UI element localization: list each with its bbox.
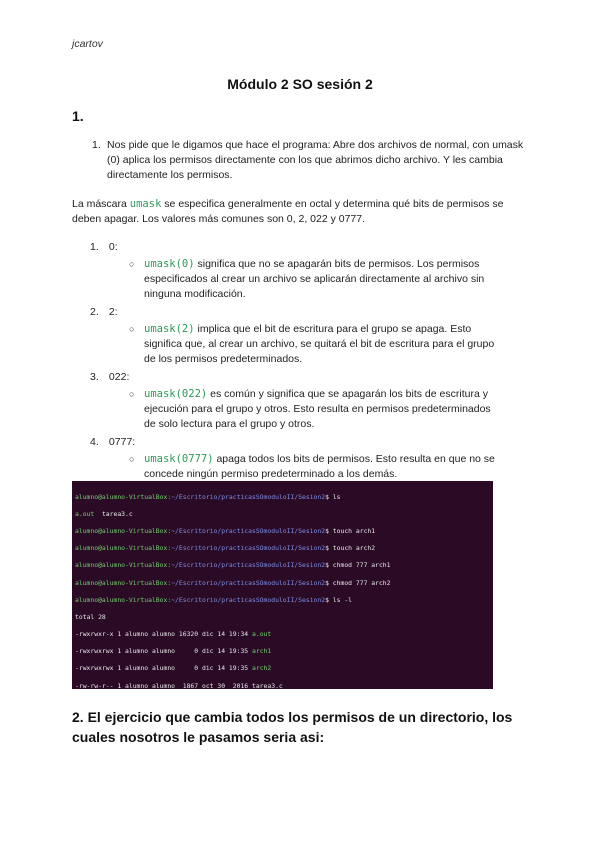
terminal-line: [75, 579, 490, 588]
terminal-file: a.out: [75, 509, 95, 518]
terminal-output: -rwxrwxrwx 1 alumno alumno 0 dic 14 19:35: [75, 664, 252, 673]
terminal-command: $ chmod 777 arch1: [325, 561, 391, 570]
umask-paragraph: [72, 197, 532, 227]
terminal-command: $ touch arch2: [325, 544, 376, 553]
terminal-line: [75, 596, 490, 605]
terminal-path: ~/Escritorio/practicasSOmoduloII/Sesion2: [171, 526, 326, 535]
circle-bullet-icon: ○: [129, 389, 135, 399]
page-title: Módulo 2 SO sesión 2: [227, 76, 373, 92]
terminal-line: [75, 630, 490, 639]
sub-code: umask(2): [144, 323, 195, 335]
item-number: 1.: [92, 139, 101, 151]
circle-bullet-icon: ○: [129, 454, 135, 464]
sub-bullet: [129, 257, 500, 302]
terminal-line: [75, 664, 490, 673]
terminal-prompt: alumno@alumno-VirtualBox:: [75, 561, 172, 570]
circle-bullet-icon: ○: [129, 259, 135, 269]
para-post: se especifica generalmente en octal y determina qué bits de permisos se deben apagar. Los valores más comunes son 0, 2, 022 y 0777.: [72, 198, 504, 225]
sub-code: umask(0): [144, 258, 195, 270]
terminal-prompt: alumno@alumno-VirtualBox:: [75, 492, 172, 501]
terminal-output: -rw-rw-r-- 1 alumno alumno 1867 oct 30 2016 tarea3.c: [75, 681, 283, 689]
list-item-number: 3.: [90, 371, 99, 383]
list-item-number: 2.: [90, 306, 99, 318]
section-1-heading: 1.: [72, 108, 84, 124]
terminal-output: tarea3.c: [94, 509, 133, 518]
list-item: [90, 305, 540, 367]
para-pre: La máscara: [72, 198, 130, 210]
terminal-output: -rwxrwxr-x 1 alumno alumno 16320 dic 14 19:34: [75, 630, 252, 639]
terminal-prompt: alumno@alumno-VirtualBox:: [75, 526, 172, 535]
terminal-prompt: alumno@alumno-VirtualBox:: [75, 595, 172, 604]
list-item: [90, 435, 540, 482]
umask-values-list: [90, 240, 540, 485]
terminal-line: [75, 561, 490, 570]
list-item-label: 0:: [108, 241, 118, 253]
terminal-line: [75, 493, 490, 502]
sub-bullet: [129, 452, 500, 482]
terminal-line: [75, 613, 490, 622]
terminal-prompt: alumno@alumno-VirtualBox:: [75, 544, 172, 553]
terminal-command: $ ls -l: [325, 595, 353, 604]
terminal-output: total 28: [75, 612, 106, 621]
sub-text: significa que no se apagarán bits de permisos. Los permisos especificados al crear un archivo se aplicarán directamente al archivo sin ninguna modificación.: [144, 258, 485, 300]
umask-code: umask: [129, 198, 162, 210]
terminal-command: $ ls: [325, 492, 341, 501]
list-item: [90, 240, 540, 302]
terminal-output: -rwxrwxrwx 1 alumno alumno 0 dic 14 19:35: [75, 647, 252, 656]
list-item-label: 2:: [108, 306, 118, 318]
sub-bullet: [129, 322, 500, 367]
terminal-line: [75, 510, 490, 519]
sub-code: umask(0777): [144, 453, 214, 465]
sub-text: es común y significa que se apagarán los bits de escritura y ejecución para el grupo y otros. Esto resulta en permisos predeterminados de solo lectura para el grupo y otros.: [144, 388, 491, 430]
terminal-line: [75, 647, 490, 656]
numbered-item-1: [92, 138, 532, 183]
list-item-number: 4.: [90, 436, 99, 448]
list-item: [90, 370, 540, 432]
terminal-path: ~/Escritorio/practicasSOmoduloII/Sesion2: [171, 492, 326, 501]
terminal-line: [75, 682, 490, 689]
terminal-command: $ chmod 777 arch2: [325, 578, 391, 587]
sub-text: implica que el bit de escritura para el grupo se apaga. Esto significa que, al crear un archivo, se quitará el bit de escritura para el grupo de los permisos predeterminados.: [144, 323, 495, 365]
terminal-command: $ touch arch1: [325, 526, 376, 535]
section-2-heading: 2. El ejercicio que cambia todos los permisos de un directorio, los cuales nosotros le pasamos seria asi:: [72, 709, 513, 745]
sub-bullet: [129, 387, 500, 432]
list-item-label: 022:: [108, 371, 130, 383]
terminal-file: a.out: [252, 630, 272, 639]
terminal-path: ~/Escritorio/practicasSOmoduloII/Sesion2: [171, 561, 326, 570]
terminal-path: ~/Escritorio/practicasSOmoduloII/Sesion2: [171, 595, 326, 604]
terminal-file: arch2: [252, 664, 272, 673]
terminal-path: ~/Escritorio/practicasSOmoduloII/Sesion2: [171, 578, 326, 587]
terminal-line: [75, 527, 490, 536]
sub-code: umask(022): [144, 388, 208, 400]
terminal-file: arch1: [252, 647, 272, 656]
list-item-number: 1.: [90, 241, 99, 253]
sub-text: apaga todos los bits de permisos. Esto resulta en que no se concede ningún permiso predeterminado a los demás.: [144, 453, 495, 480]
terminal-path: ~/Escritorio/practicasSOmoduloII/Sesion2: [171, 544, 326, 553]
item-text: Nos pide que le digamos que hace el programa: Abre dos archivos de normal, con umask (0) aplica los permisos directamente con los que abrimos dicho archivo. Y les cambia directamente los permisos.: [107, 139, 524, 181]
terminal-screenshot: [72, 481, 493, 689]
list-item-label: 0777:: [108, 436, 136, 448]
terminal-line: [75, 544, 490, 553]
terminal-prompt: alumno@alumno-VirtualBox:: [75, 578, 172, 587]
circle-bullet-icon: ○: [129, 324, 135, 334]
author: jcartov: [72, 38, 103, 50]
